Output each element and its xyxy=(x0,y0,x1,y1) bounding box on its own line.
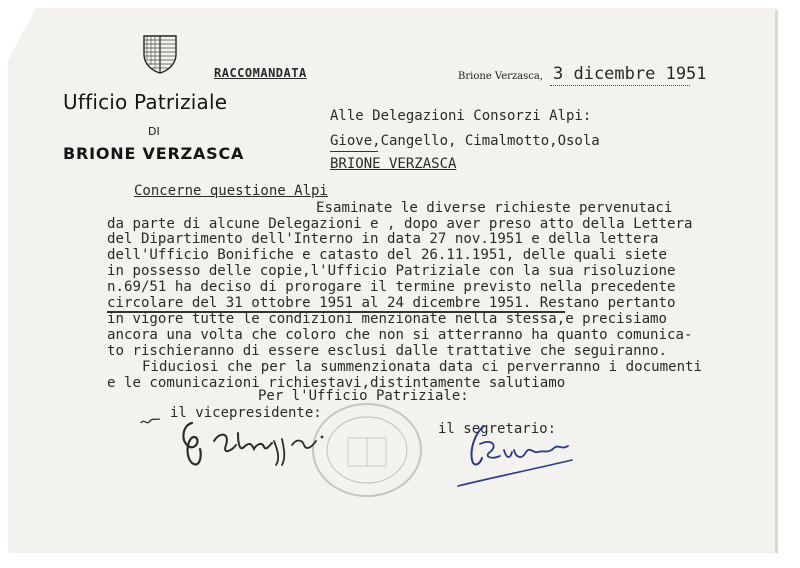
body-line: del Dipartimento dell'Interno in data 27 nov.1951 e della lettera xyxy=(107,231,659,247)
mail-type-label: RACCOMANDATA xyxy=(214,66,307,80)
body-line: in possesso delle copie,l'Ufficio Patriziale con la sua risoluzione xyxy=(107,263,676,279)
closing-secretary-label: il segretario: xyxy=(438,421,557,437)
letterhead-office-name: Ufficio Patriziale xyxy=(63,90,228,114)
coat-of-arms-icon xyxy=(142,34,178,74)
secretary-signature xyxy=(450,420,590,492)
closing-vicepresident-label: il vicepresidente: xyxy=(170,405,322,421)
vicepresident-signature xyxy=(170,415,360,471)
recipient-line-2: Giove,Cangello, Cimalmotto,Osola xyxy=(330,133,600,149)
body-line: dell'Ufficio Bonifiche e catasto del 26.11.1951, delle quali siete xyxy=(107,247,668,263)
body-line: to rischieranno di essere esclusi dalle trattative che seguiranno. xyxy=(107,343,668,359)
body-line: in vigore tutte le condizioni menzionate nella stessa,e precisiamo xyxy=(107,311,668,327)
body-line: n.69/51 ha deciso di prorogare il termine previsto nella precedente xyxy=(107,279,676,295)
body-line: Fiduciosi che per la summenzionata data ci perverranno i documenti xyxy=(142,359,703,375)
letter-date: 3 dicembre 1951 xyxy=(553,64,707,84)
check-mark-icon xyxy=(138,414,164,430)
closing-office: Per l'Ufficio Patriziale: xyxy=(258,388,469,404)
subject-line: Concerne questione Alpi xyxy=(134,183,328,199)
recipient-line-3: BRIONE VERZASCA xyxy=(330,156,457,172)
letterhead-preposition: DI xyxy=(148,125,160,138)
letterhead-place: BRIONE VERZASCA xyxy=(63,144,245,163)
date-place: Brione Verzasca, xyxy=(458,71,543,82)
body-line: ancora una volta che coloro che non si atterranno ha quanto comunica- xyxy=(107,327,693,343)
recipient-line-1: Alle Delegazioni Consorzi Alpi: xyxy=(330,108,592,124)
body-line: Esaminate le diverse richieste pervenutaci xyxy=(316,200,673,216)
paper-edge xyxy=(775,10,778,553)
date-dotted-line xyxy=(550,85,690,86)
body-line: e le comunicazioni richiestavi,distintamente salutiamo xyxy=(107,375,566,391)
body-line: da parte di alcune Delegazioni e , dopo aver preso atto della Lettera xyxy=(107,216,693,232)
body-line: circolare del 31 ottobre 1951 al 24 dicembre 1951. Restano pertanto xyxy=(107,295,676,311)
recipient-underline-mark xyxy=(330,151,378,152)
